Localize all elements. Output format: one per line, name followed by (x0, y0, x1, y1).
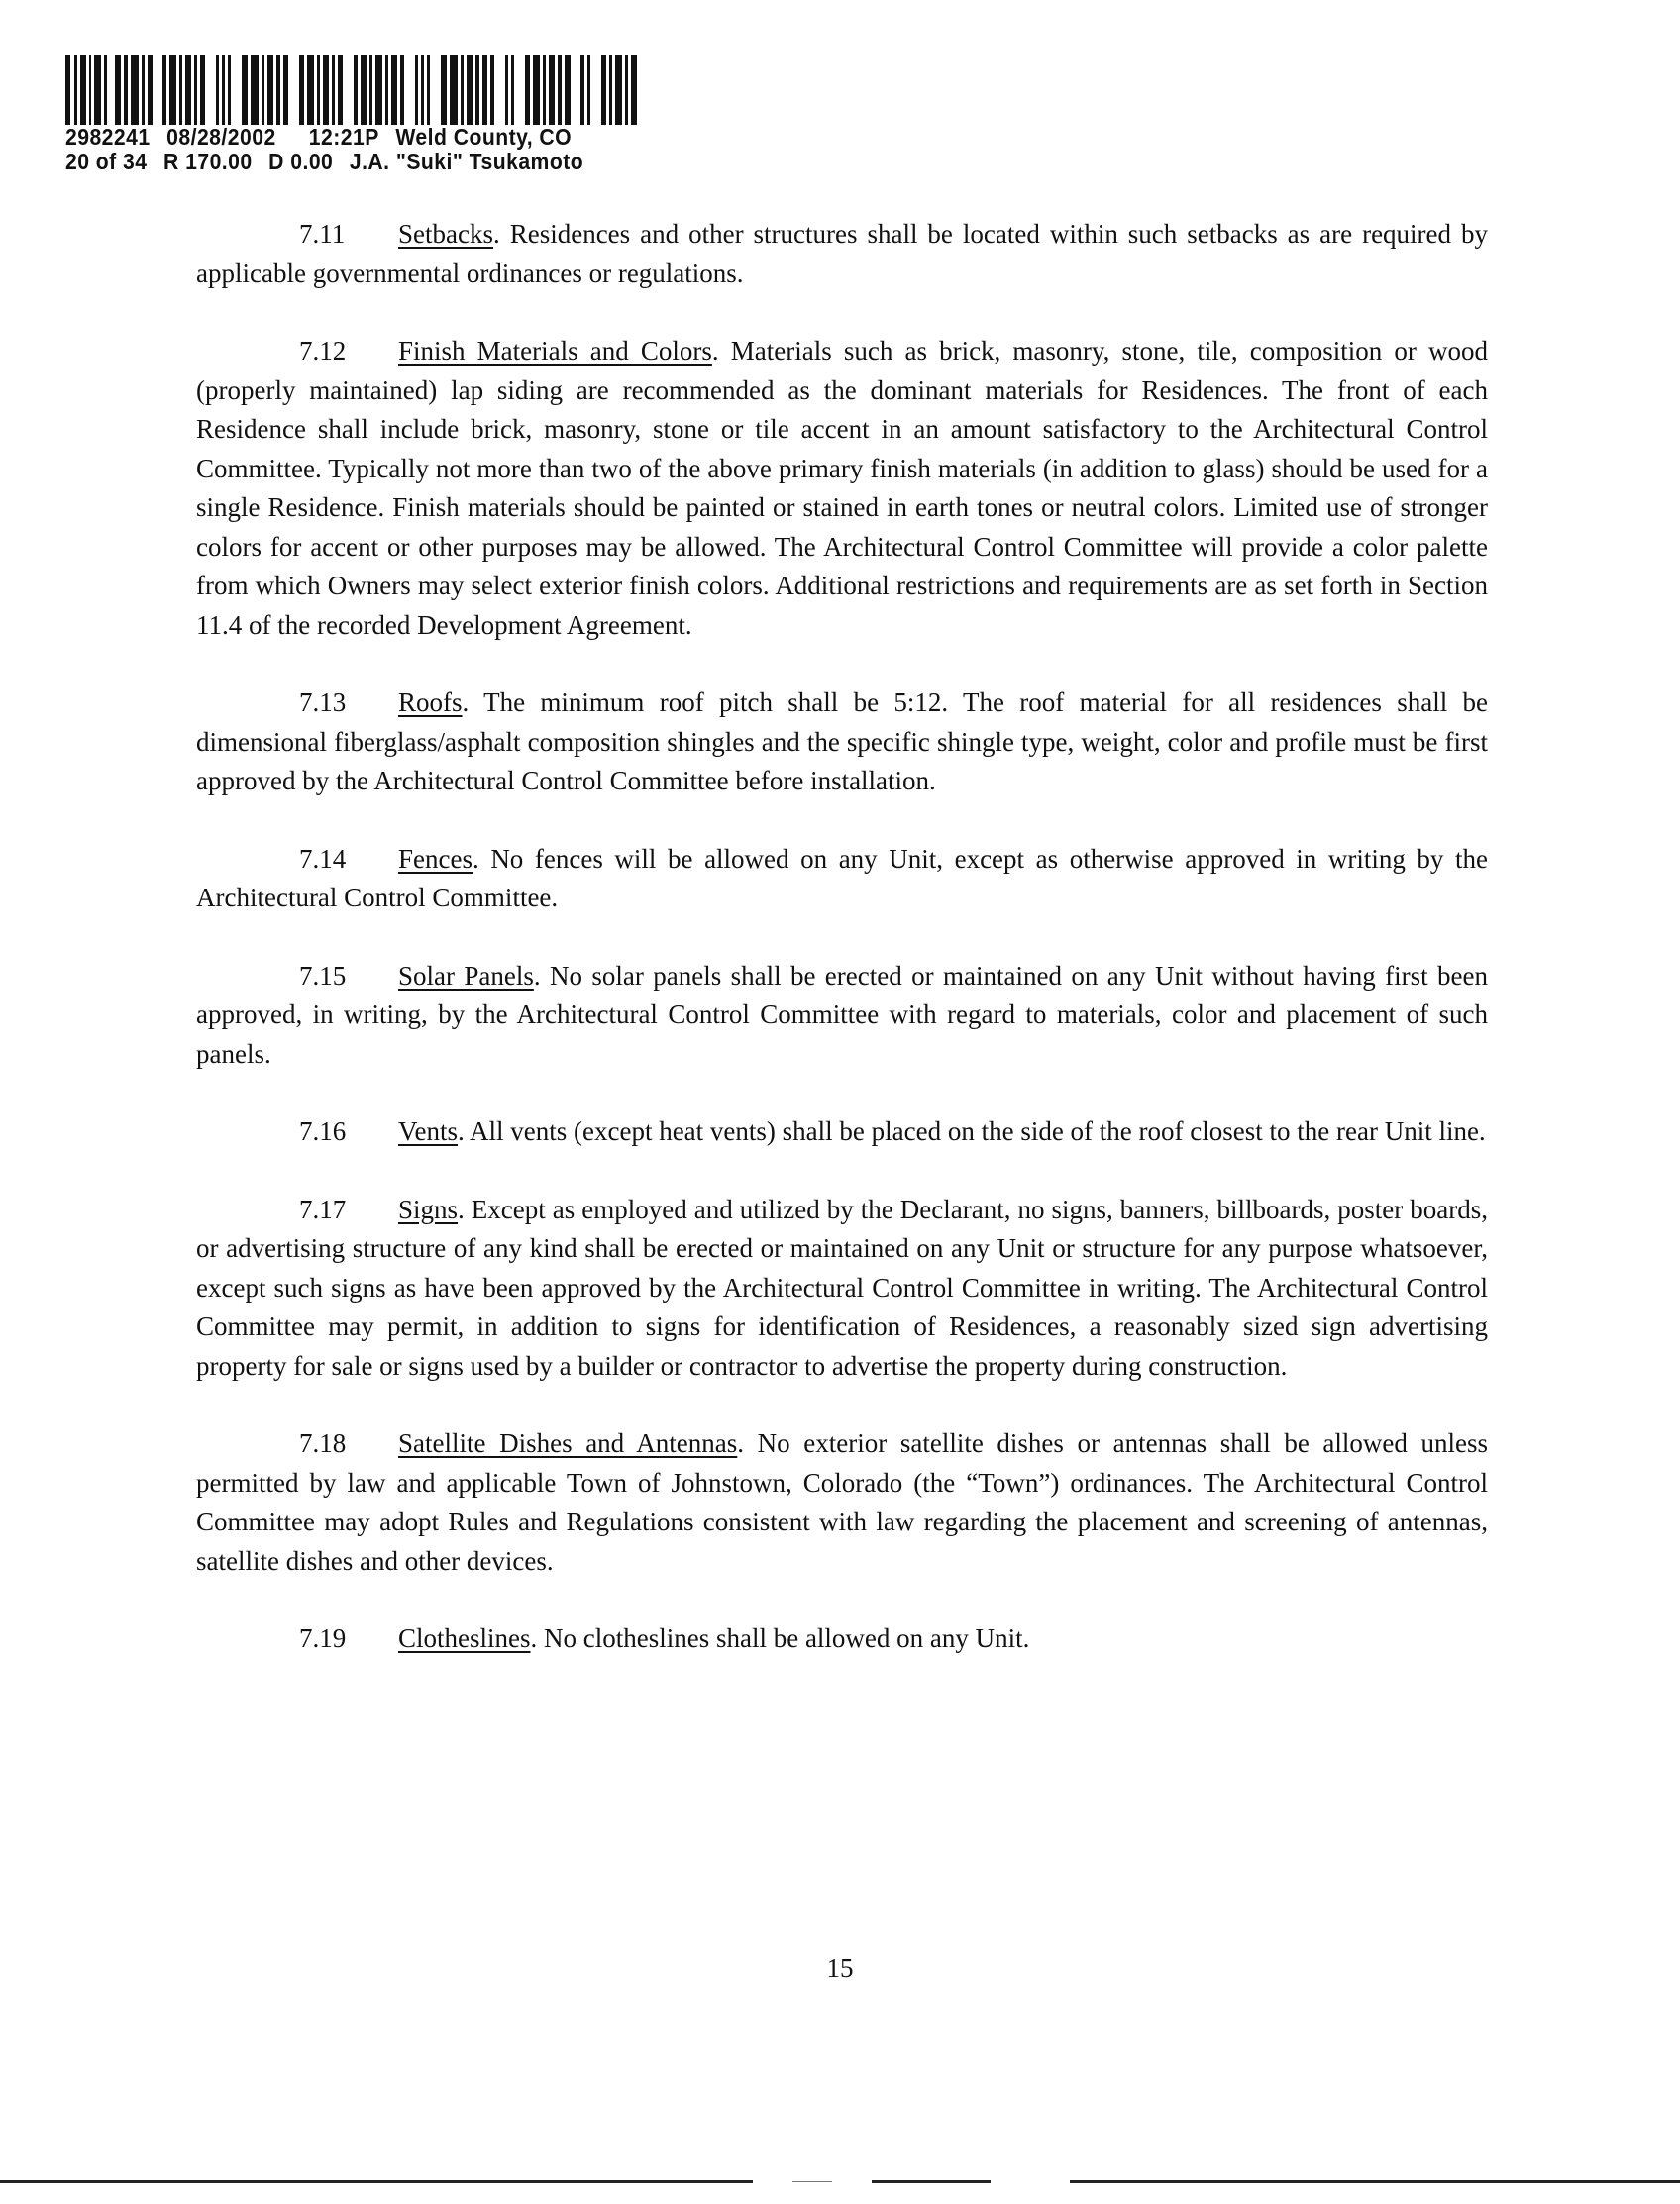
section-heading: Clotheslines (398, 1624, 531, 1653)
section-7-15 (196, 957, 1488, 1075)
section-heading: Setbacks (398, 219, 493, 249)
section-text: . Materials such as brick, masonry, stone, tile, composition or wood (properly maintained) lap siding are recommended as the dominant materials for Residences. The front of each Residence shall include brick, masonry, stone or tile accent in an amount satisfactory to the Architectural Control Committee. Typically not more than two of the above primary finish materials (in addition to glass) should be used for a single Residence. Finish materials should be painted or stained in earth tones or neutral colors. Limited use of stronger colors for accent or other purposes may be allowed. The Architectural Control Committee will provide a color palette from which Owners may select exterior finish colors. Additional restrictions and requirements are as set forth in Section 11.4 of the recorded Development Agreement. (196, 336, 1489, 640)
stamp-r-fee: R 170.00 (163, 149, 253, 174)
section-number: 7.15 (299, 960, 347, 991)
section-text: . Except as employed and utilized by the Declarant, no signs, banners, billboards, poster boards, or advertising structure of any kind shall be erected or maintained on any Unit or structure for any purpose whatsoever, except such signs as have been approved by the Architectural Control Committee in writing. The Architectural Control Committee may permit, in addition to signs for identification of Residences, a reasonably sized sign advertising property for sale or signs used by a builder or contractor to advertise the property during construction. (196, 1194, 1488, 1381)
section-text: . All vents (except heat vents) shall be placed on the side of the roof closest to the rear Unit line. (458, 1116, 1486, 1146)
section-7-13 (196, 683, 1488, 801)
section-heading: Vents (398, 1116, 458, 1146)
barcode (65, 55, 759, 125)
stamp-d-fee: D 0.00 (268, 149, 334, 174)
scan-edge-line (0, 2179, 1680, 2185)
section-heading: Solar Panels (398, 960, 534, 991)
section-text: . No exterior satellite dishes or antennas shall be allowed unless permitted by law and applicable Town of Johnstown, Colorado (the “Town”) ordinances. The Architectural Control Committee may adopt Rules and Regulations consistent with law regarding the placement and screening of antennas, satellite dishes and other devices. (196, 1428, 1488, 1576)
stamp-recorder: J.A. "Suki" Tsukamoto (349, 149, 584, 174)
section-7-17 (196, 1191, 1488, 1387)
stamp-line-2 (65, 150, 721, 174)
section-heading: Fences (398, 843, 472, 874)
section-text: . No clotheslines shall be allowed on any Unit. (530, 1624, 1030, 1653)
stamp-county: Weld County, CO (395, 124, 573, 150)
section-text: . No solar panels shall be erected or maintained on any Unit without having first been approved, in writing, by the Architectural Control Committee with regard to materials, color and placement of such panels. (196, 960, 1488, 1069)
section-number: 7.18 (299, 1428, 347, 1458)
section-7-12 (196, 332, 1488, 645)
section-7-18 (196, 1424, 1488, 1581)
stamp-page-of: 20 of 34 (65, 149, 148, 174)
recording-stamp (65, 55, 779, 174)
section-7-11 (196, 215, 1488, 293)
section-heading: Finish Materials and Colors (398, 336, 712, 366)
section-text: . No fences will be allowed on any Unit, except as otherwise approved in writing by the Architectural Control Committee. (196, 843, 1488, 912)
page-number: 15 (826, 1953, 854, 1983)
section-number: 7.17 (299, 1194, 347, 1224)
section-number: 7.14 (299, 843, 347, 874)
section-number: 7.11 (299, 219, 346, 249)
section-7-19 (196, 1620, 1488, 1659)
section-heading: Signs (398, 1194, 459, 1224)
section-text: . The minimum roof pitch shall be 5:12. The roof material for all residences shall be dimensional fiberglass/asphalt composition shingles and the specific shingle type, weight, color and profile must be first approved by the Architectural Control Committee before installation. (196, 687, 1488, 795)
document-body (196, 215, 1488, 1698)
section-7-14 (196, 840, 1488, 918)
section-heading: Roofs (398, 687, 463, 717)
section-number: 7.19 (299, 1624, 347, 1653)
stamp-doc-number: 2982241 (65, 124, 151, 150)
stamp-line-1 (65, 125, 721, 150)
section-number: 7.12 (299, 336, 347, 366)
stamp-date: 08/28/2002 (166, 124, 276, 150)
section-number: 7.16 (299, 1116, 347, 1146)
section-text: . Residences and other structures shall be located within such setbacks as are required by applicable governmental ordinances or regulations. (196, 219, 1488, 288)
section-number: 7.13 (299, 687, 347, 717)
section-7-16 (196, 1112, 1488, 1152)
stamp-time: 12:21P (308, 124, 379, 150)
section-heading: Satellite Dishes and Antennas (398, 1428, 738, 1458)
